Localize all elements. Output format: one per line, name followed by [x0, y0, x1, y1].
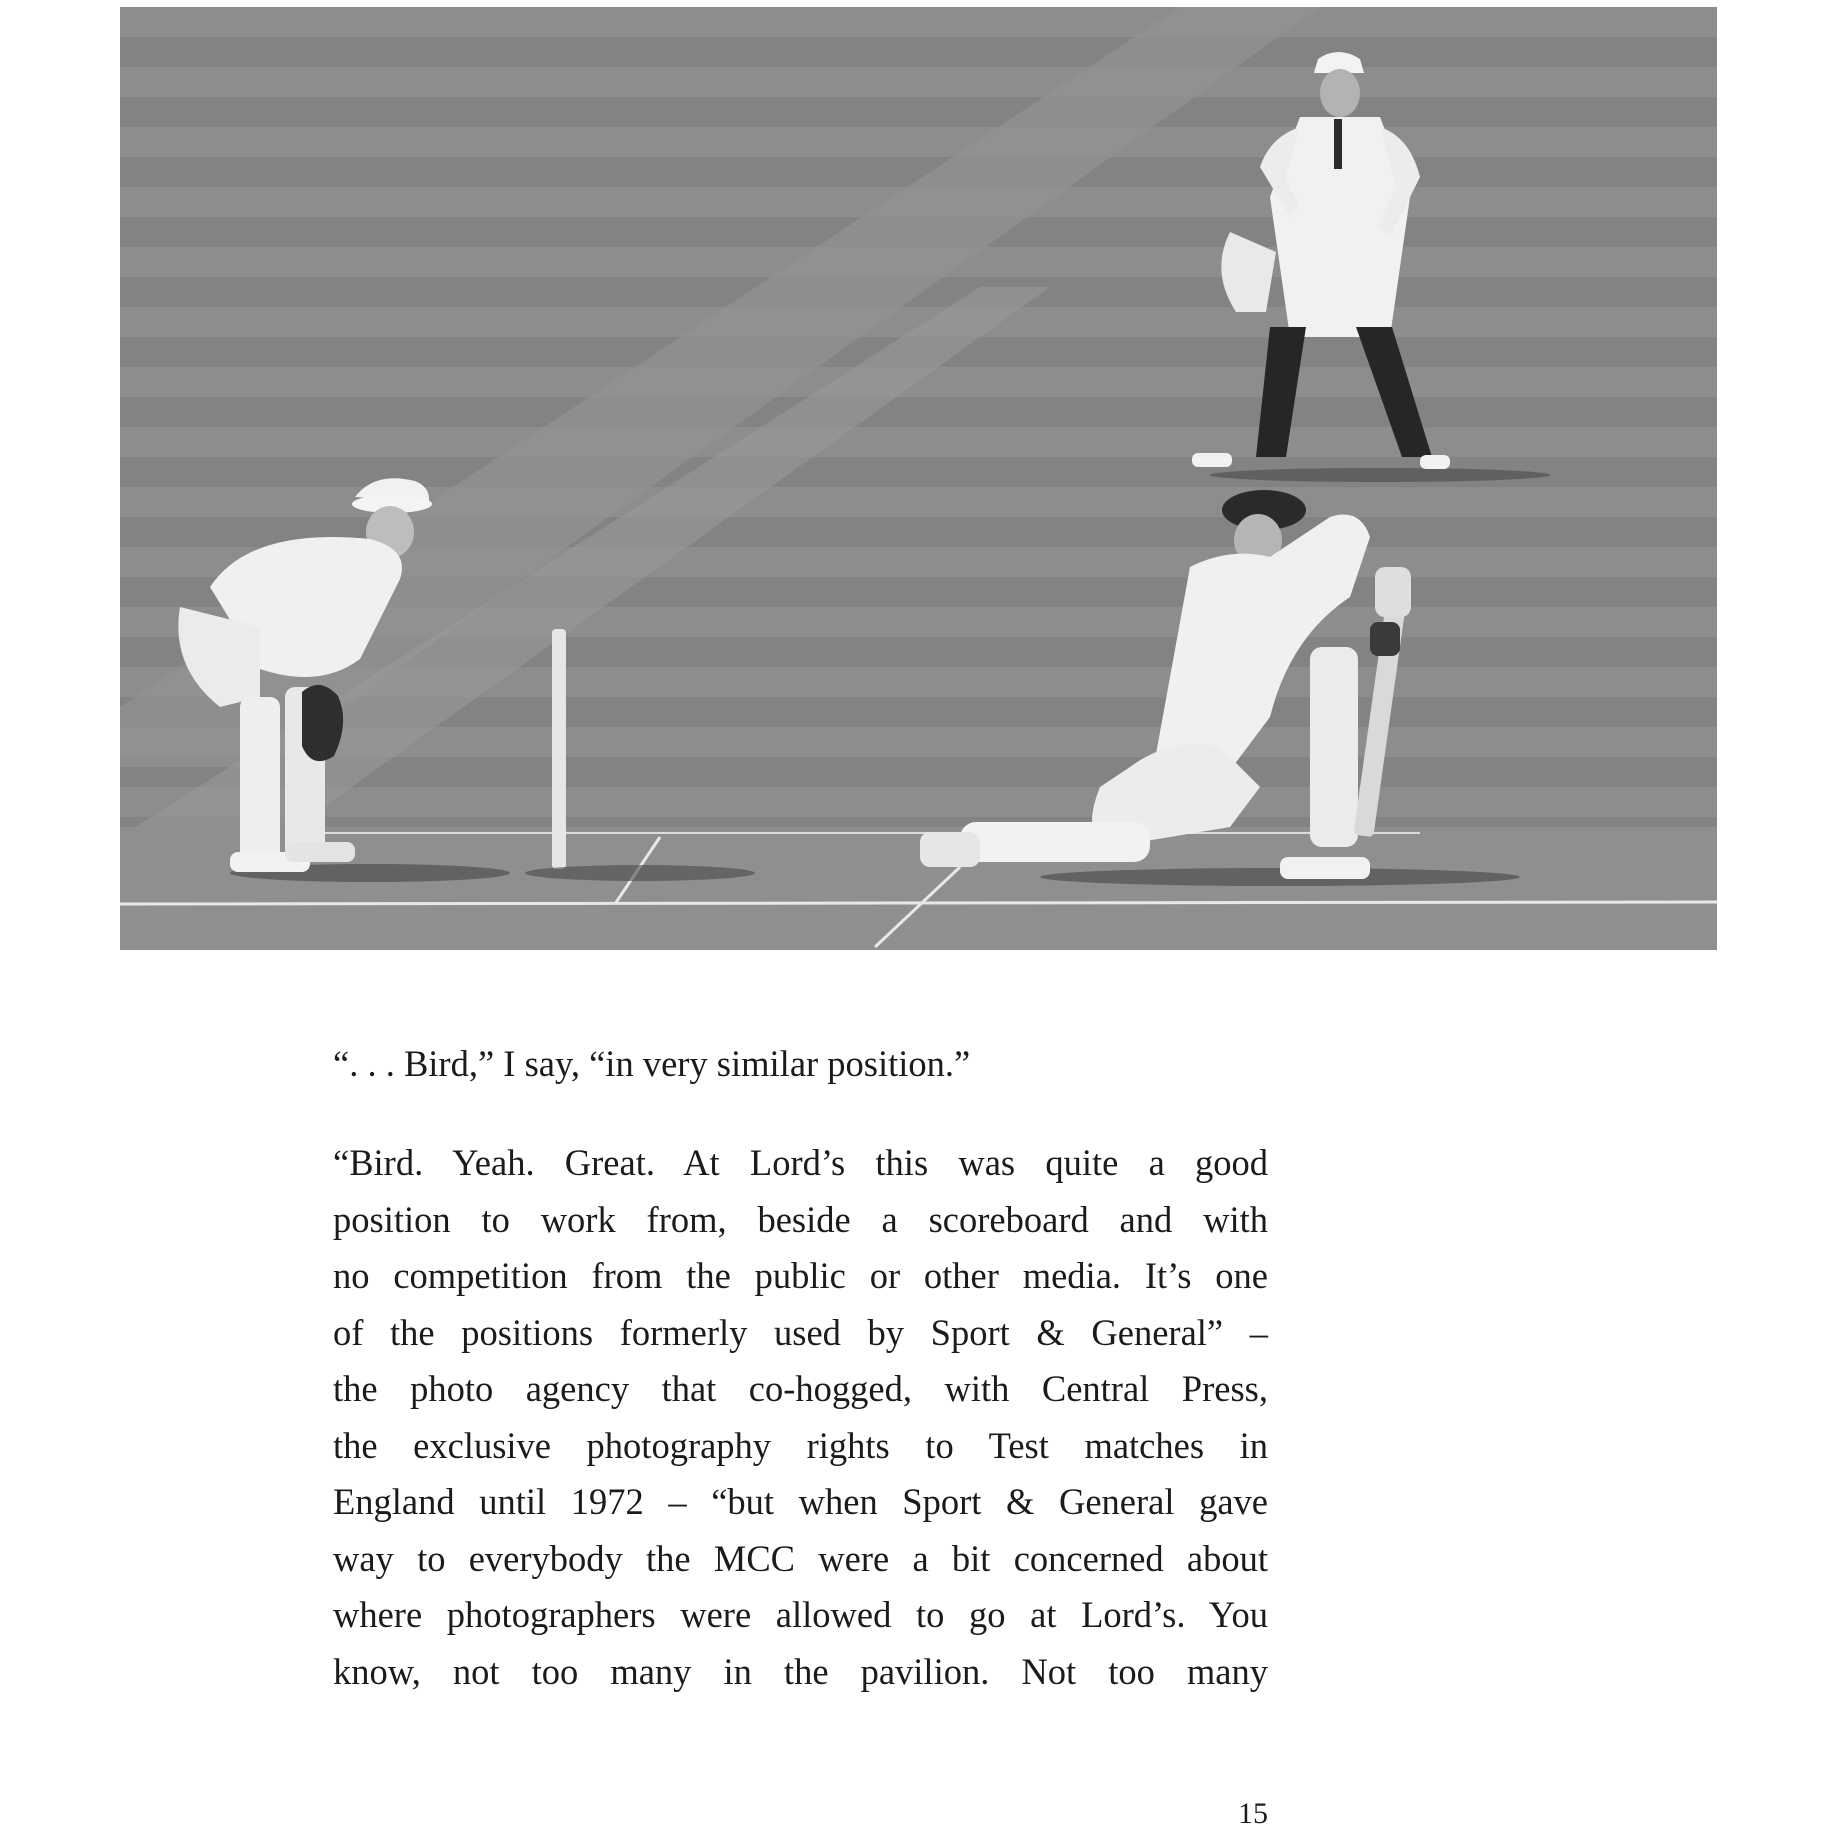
cricket-photo-drawing	[120, 7, 1717, 950]
body-paragraph	[333, 1135, 1268, 1700]
quote-line: “. . . Bird,” I say, “in very similar position.”	[333, 1043, 971, 1084]
paragraph-line: England until 1972 – “but when Sport & General gave	[333, 1481, 1268, 1522]
pitch-surface	[120, 827, 1717, 950]
paragraph-line: where photographers were allowed to go at Lord’s. You	[333, 1594, 1268, 1635]
paragraph-line: of the positions formerly used by Sport & General” –	[333, 1311, 1268, 1353]
cricket-photo	[120, 7, 1717, 950]
popping-crease	[120, 902, 1717, 904]
paragraph-line: no competition from the public or other media. It’s one	[333, 1255, 1268, 1296]
paragraph-line: way to everybody the MCC were a bit concerned about	[333, 1537, 1268, 1579]
paragraph-line: “Bird. Yeah. Great. At Lord’s this was quite a good	[333, 1142, 1268, 1183]
paragraph-line: the photo agency that co-hogged, with Central Press,	[333, 1368, 1268, 1409]
paragraph-line: the exclusive photography rights to Test matches in	[333, 1424, 1268, 1466]
paragraph-line: position to work from, beside a scoreboard and with	[333, 1198, 1268, 1240]
paragraph-line: know, not too many in the pavilion. Not too many	[333, 1650, 1268, 1692]
page-number: 15	[1238, 1797, 1268, 1830]
